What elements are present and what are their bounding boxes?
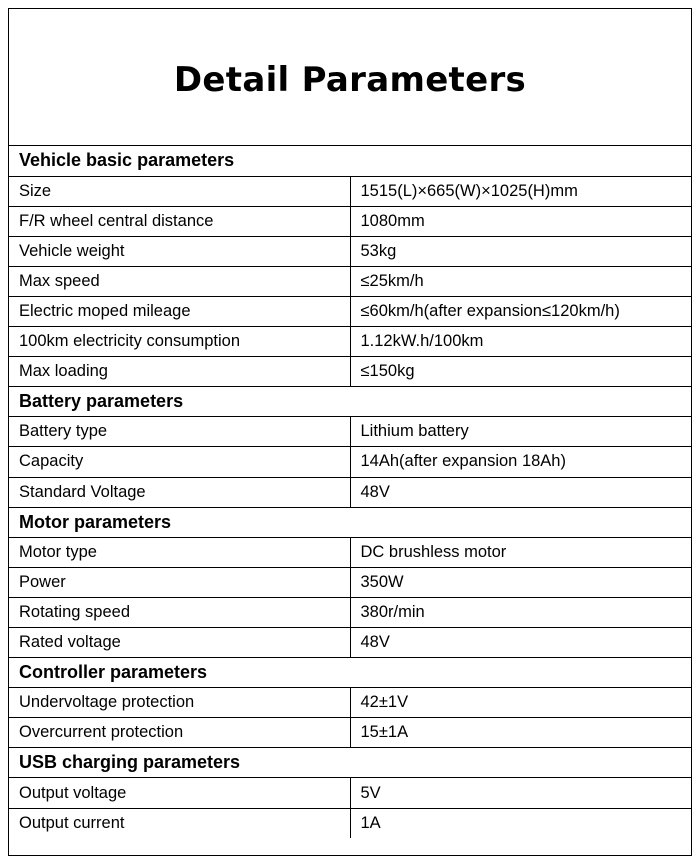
table-row xyxy=(9,537,691,567)
table-row xyxy=(9,477,691,507)
parameter-label: Standard Voltage xyxy=(9,477,350,507)
parameter-label: Output current xyxy=(9,808,350,838)
parameter-label: Electric moped mileage xyxy=(9,296,350,326)
section-heading: USB charging parameters xyxy=(9,748,691,778)
parameter-label: Rotating speed xyxy=(9,597,350,627)
parameter-label: Power xyxy=(9,567,350,597)
parameter-label: Rated voltage xyxy=(9,628,350,658)
table-row xyxy=(9,417,691,447)
table-row xyxy=(9,327,691,357)
parameter-value: ≤25km/h xyxy=(350,266,691,296)
parameter-label: Vehicle weight xyxy=(9,236,350,266)
parameter-value: 1A xyxy=(360,813,381,832)
parameters-table-body xyxy=(9,146,691,838)
table-row xyxy=(9,236,691,266)
table-row xyxy=(9,628,691,658)
parameter-value: ≤150kg xyxy=(350,357,691,387)
page-title: Detail Parameters xyxy=(173,60,527,100)
parameter-label: Capacity xyxy=(9,447,350,477)
section-header-row xyxy=(9,748,691,778)
parameter-label: F/R wheel central distance xyxy=(9,206,350,236)
parameter-value: 1515(L)×665(W)×1025(H)mm xyxy=(350,176,691,206)
table-row xyxy=(9,176,691,206)
parameter-label: 100km electricity consumption xyxy=(9,327,350,357)
table-row xyxy=(9,266,691,296)
table-row xyxy=(9,567,691,597)
table-row xyxy=(9,296,691,326)
parameter-value: 1.12kW.h/100km xyxy=(350,327,691,357)
section-header-row xyxy=(9,658,691,688)
section-header-row xyxy=(9,146,691,176)
table-row xyxy=(9,778,691,808)
parameter-value: 14Ah(after expansion 18Ah) xyxy=(350,447,691,477)
section-header-row xyxy=(9,507,691,537)
parameter-value: ≤60km/h(after expansion≤120km/h) xyxy=(350,296,691,326)
parameter-value: 42±1V xyxy=(350,688,691,718)
parameter-value: DC brushless motor xyxy=(350,537,691,567)
parameter-label: Size xyxy=(9,176,350,206)
parameter-label: Output voltage xyxy=(9,778,350,808)
section-header-row xyxy=(9,387,691,417)
table-row xyxy=(9,808,691,838)
section-heading: Controller parameters xyxy=(9,658,691,688)
section-heading: Vehicle basic parameters xyxy=(9,146,691,176)
parameter-label: Overcurrent protection xyxy=(9,718,350,748)
table-row xyxy=(9,447,691,477)
title-box xyxy=(9,9,691,146)
table-row xyxy=(9,718,691,748)
parameter-label: Max loading xyxy=(9,357,350,387)
parameter-value: Lithium battery xyxy=(350,417,691,447)
parameter-label: Motor type xyxy=(9,537,350,567)
parameter-value: 15±1A xyxy=(350,718,691,748)
table-row xyxy=(9,688,691,718)
table-row xyxy=(9,597,691,627)
parameter-value: 5V xyxy=(350,778,691,808)
parameter-label: Undervoltage protection xyxy=(9,688,350,718)
table-row xyxy=(9,357,691,387)
parameter-value: 1080mm xyxy=(350,206,691,236)
section-heading: Motor parameters xyxy=(9,507,691,537)
parameter-label: Max speed xyxy=(9,266,350,296)
parameters-sheet xyxy=(8,8,692,856)
table-row xyxy=(9,206,691,236)
parameter-value: 48V xyxy=(350,628,691,658)
parameters-table xyxy=(9,146,691,838)
section-heading: Battery parameters xyxy=(9,387,691,417)
parameter-value: 350W xyxy=(350,567,691,597)
parameter-label: Battery type xyxy=(9,417,350,447)
parameter-value: 48V xyxy=(350,477,691,507)
parameter-value: 380r/min xyxy=(350,597,691,627)
parameter-value: 53kg xyxy=(350,236,691,266)
